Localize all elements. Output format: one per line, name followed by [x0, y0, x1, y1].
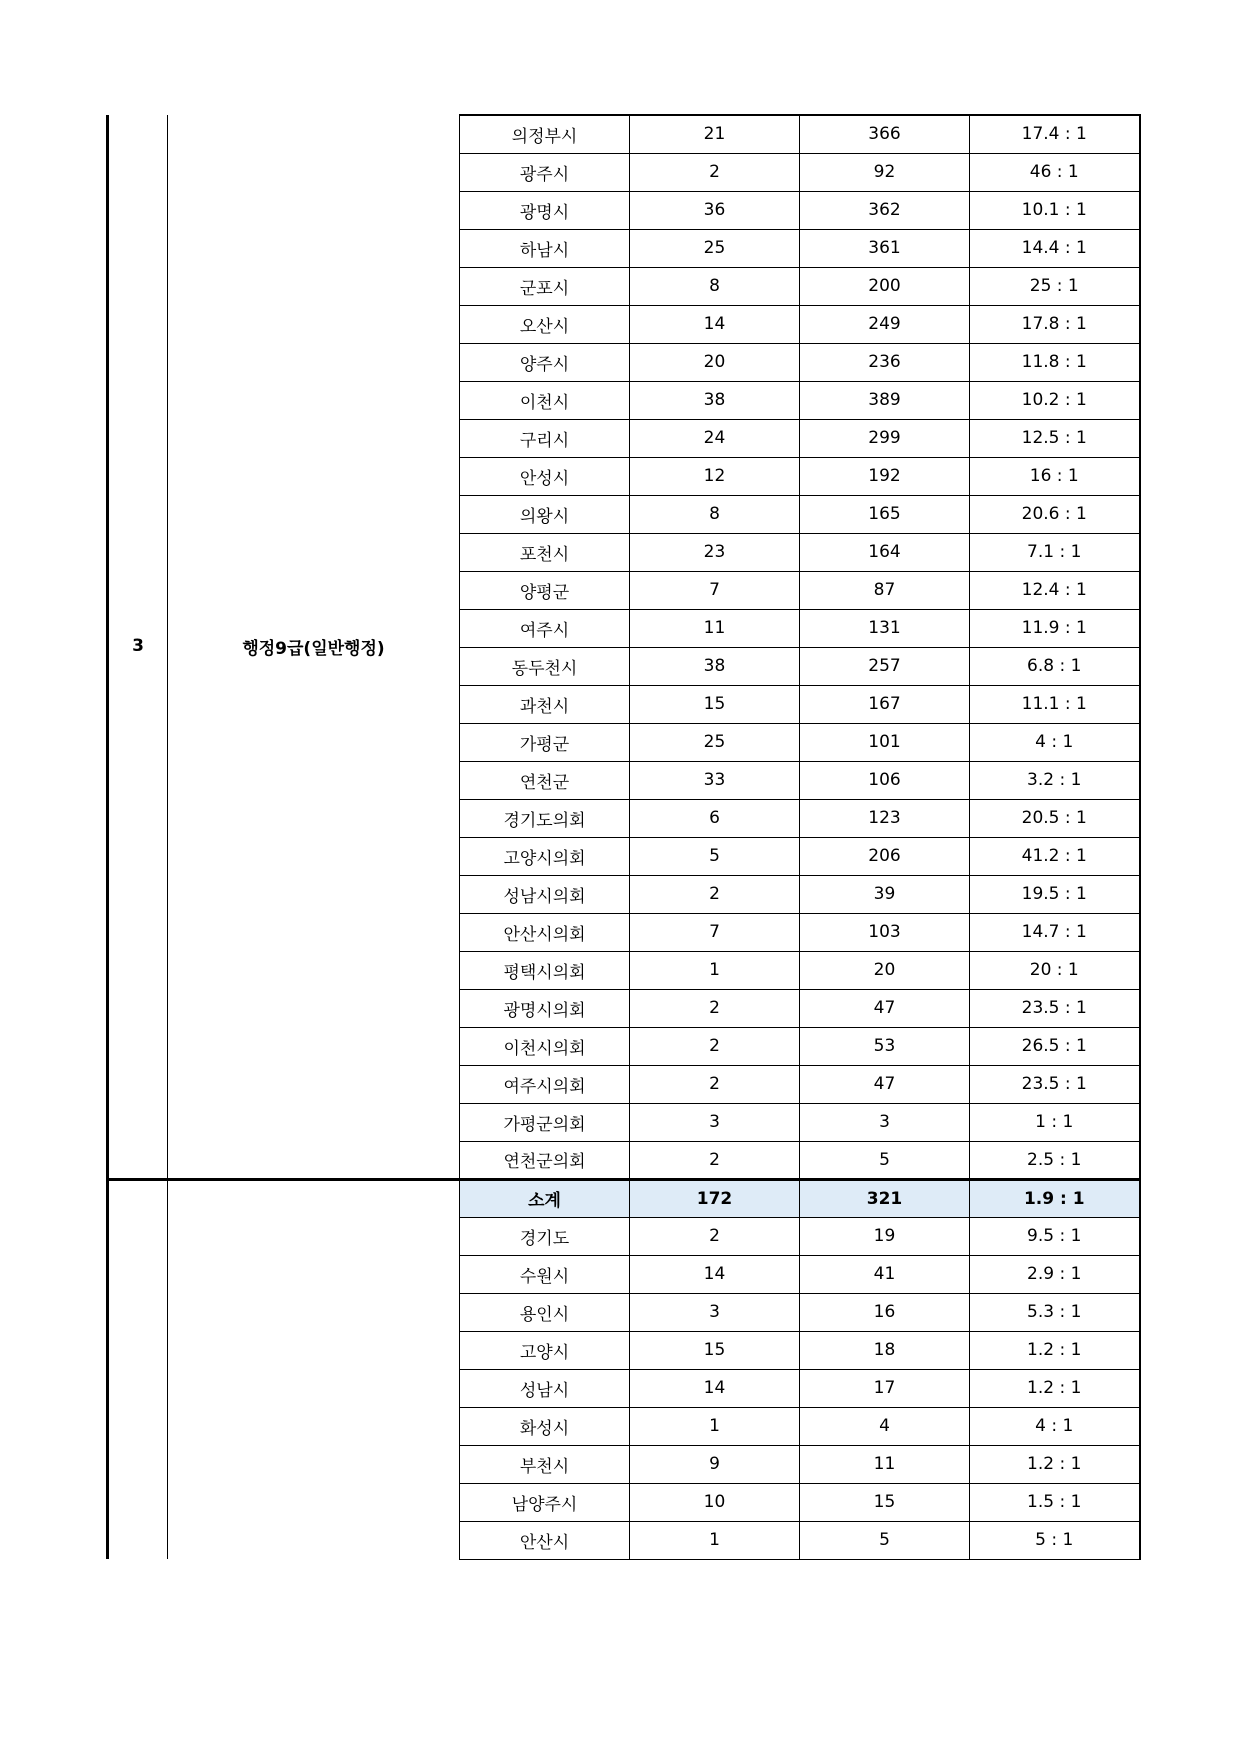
ratio-cell: 16 : 1 — [970, 457, 1140, 495]
region-cell: 여주시의회 — [460, 1065, 630, 1103]
ratio-cell: 20.5 : 1 — [970, 799, 1140, 837]
positions-cell: 12 — [630, 457, 800, 495]
region-cell: 오산시 — [460, 305, 630, 343]
region-cell: 여주시 — [460, 609, 630, 647]
applicants-cell: 20 — [800, 951, 970, 989]
positions-cell: 14 — [630, 1255, 800, 1293]
ratio-cell: 20 : 1 — [970, 951, 1140, 989]
region-cell: 부천시 — [460, 1445, 630, 1483]
positions-cell: 7 — [630, 913, 800, 951]
section-number: 3 — [108, 115, 168, 1179]
ratio-cell: 6.8 : 1 — [970, 647, 1140, 685]
region-cell: 안성시 — [460, 457, 630, 495]
ratio-cell: 4 : 1 — [970, 723, 1140, 761]
positions-cell: 14 — [630, 305, 800, 343]
ratio-cell: 2.9 : 1 — [970, 1255, 1140, 1293]
ratio-cell: 1.9 : 1 — [970, 1179, 1140, 1217]
positions-cell: 20 — [630, 343, 800, 381]
applicants-cell: 11 — [800, 1445, 970, 1483]
applicants-cell: 192 — [800, 457, 970, 495]
positions-cell: 5 — [630, 837, 800, 875]
positions-cell: 15 — [630, 1331, 800, 1369]
ratio-cell: 2.5 : 1 — [970, 1141, 1140, 1179]
applicants-cell: 321 — [800, 1179, 970, 1217]
ratio-cell: 1 : 1 — [970, 1103, 1140, 1141]
region-cell: 의왕시 — [460, 495, 630, 533]
region-cell: 이천시의회 — [460, 1027, 630, 1065]
applicants-cell: 101 — [800, 723, 970, 761]
region-cell: 동두천시 — [460, 647, 630, 685]
applicants-cell: 3 — [800, 1103, 970, 1141]
region-cell: 과천시 — [460, 685, 630, 723]
positions-cell: 38 — [630, 381, 800, 419]
region-cell: 안산시의회 — [460, 913, 630, 951]
applicants-cell: 92 — [800, 153, 970, 191]
region-cell: 평택시의회 — [460, 951, 630, 989]
region-cell: 군포시 — [460, 267, 630, 305]
positions-cell: 38 — [630, 647, 800, 685]
applicants-cell: 16 — [800, 1293, 970, 1331]
ratio-cell: 20.6 : 1 — [970, 495, 1140, 533]
region-cell: 의정부시 — [460, 115, 630, 153]
applicants-cell: 5 — [800, 1521, 970, 1559]
applicants-cell: 362 — [800, 191, 970, 229]
positions-cell: 8 — [630, 495, 800, 533]
ratio-cell: 1.5 : 1 — [970, 1483, 1140, 1521]
region-cell: 구리시 — [460, 419, 630, 457]
region-cell: 수원시 — [460, 1255, 630, 1293]
competition-ratio-table — [106, 114, 1141, 1560]
region-cell: 경기도 — [460, 1217, 630, 1255]
applicants-cell: 236 — [800, 343, 970, 381]
applicants-cell: 103 — [800, 913, 970, 951]
positions-cell: 23 — [630, 533, 800, 571]
region-cell: 이천시 — [460, 381, 630, 419]
positions-cell: 3 — [630, 1293, 800, 1331]
applicants-cell: 47 — [800, 989, 970, 1027]
positions-cell: 2 — [630, 989, 800, 1027]
region-cell: 용인시 — [460, 1293, 630, 1331]
positions-cell: 9 — [630, 1445, 800, 1483]
ratio-cell: 1.2 : 1 — [970, 1331, 1140, 1369]
region-cell: 안산시 — [460, 1521, 630, 1559]
ratio-cell: 5.3 : 1 — [970, 1293, 1140, 1331]
positions-cell: 15 — [630, 685, 800, 723]
ratio-cell: 10.2 : 1 — [970, 381, 1140, 419]
section-number — [108, 1179, 168, 1559]
positions-cell: 1 — [630, 1407, 800, 1445]
applicants-cell: 131 — [800, 609, 970, 647]
applicants-cell: 206 — [800, 837, 970, 875]
region-cell: 연천군 — [460, 761, 630, 799]
ratio-cell: 11.8 : 1 — [970, 343, 1140, 381]
region-cell: 가평군 — [460, 723, 630, 761]
region-cell: 경기도의회 — [460, 799, 630, 837]
positions-cell: 10 — [630, 1483, 800, 1521]
applicants-cell: 15 — [800, 1483, 970, 1521]
ratio-cell: 1.2 : 1 — [970, 1445, 1140, 1483]
positions-cell: 8 — [630, 267, 800, 305]
ratio-cell: 14.7 : 1 — [970, 913, 1140, 951]
ratio-cell: 17.8 : 1 — [970, 305, 1140, 343]
ratio-cell: 11.1 : 1 — [970, 685, 1140, 723]
positions-cell: 2 — [630, 1217, 800, 1255]
region-cell: 소계 — [460, 1179, 630, 1217]
applicants-cell: 18 — [800, 1331, 970, 1369]
region-cell: 고양시 — [460, 1331, 630, 1369]
ratio-cell: 5 : 1 — [970, 1521, 1140, 1559]
applicants-cell: 17 — [800, 1369, 970, 1407]
ratio-cell: 1.2 : 1 — [970, 1369, 1140, 1407]
region-cell: 가평군의회 — [460, 1103, 630, 1141]
positions-cell: 11 — [630, 609, 800, 647]
ratio-cell: 12.5 : 1 — [970, 419, 1140, 457]
positions-cell: 1 — [630, 951, 800, 989]
applicants-cell: 389 — [800, 381, 970, 419]
applicants-cell: 106 — [800, 761, 970, 799]
ratio-cell: 14.4 : 1 — [970, 229, 1140, 267]
section-title — [168, 1179, 460, 1559]
region-cell: 양주시 — [460, 343, 630, 381]
positions-cell: 2 — [630, 1141, 800, 1179]
ratio-cell: 12.4 : 1 — [970, 571, 1140, 609]
applicants-cell: 164 — [800, 533, 970, 571]
ratio-cell: 7.1 : 1 — [970, 533, 1140, 571]
positions-cell: 2 — [630, 1027, 800, 1065]
applicants-cell: 167 — [800, 685, 970, 723]
applicants-cell: 19 — [800, 1217, 970, 1255]
ratio-cell: 25 : 1 — [970, 267, 1140, 305]
region-cell: 화성시 — [460, 1407, 630, 1445]
applicants-cell: 123 — [800, 799, 970, 837]
ratio-cell: 41.2 : 1 — [970, 837, 1140, 875]
applicants-cell: 47 — [800, 1065, 970, 1103]
positions-cell: 2 — [630, 153, 800, 191]
positions-cell: 25 — [630, 723, 800, 761]
applicants-cell: 87 — [800, 571, 970, 609]
positions-cell: 172 — [630, 1179, 800, 1217]
positions-cell: 25 — [630, 229, 800, 267]
ratio-cell: 9.5 : 1 — [970, 1217, 1140, 1255]
applicants-cell: 249 — [800, 305, 970, 343]
ratio-cell: 10.1 : 1 — [970, 191, 1140, 229]
positions-cell: 33 — [630, 761, 800, 799]
applicants-cell: 361 — [800, 229, 970, 267]
region-cell: 연천군의회 — [460, 1141, 630, 1179]
ratio-cell: 46 : 1 — [970, 153, 1140, 191]
applicants-cell: 299 — [800, 419, 970, 457]
applicants-cell: 39 — [800, 875, 970, 913]
subtotal-row — [108, 1179, 1140, 1217]
ratio-cell: 3.2 : 1 — [970, 761, 1140, 799]
region-cell: 광명시의회 — [460, 989, 630, 1027]
region-cell: 광주시 — [460, 153, 630, 191]
applicants-cell: 200 — [800, 267, 970, 305]
ratio-cell: 17.4 : 1 — [970, 115, 1140, 153]
positions-cell: 6 — [630, 799, 800, 837]
positions-cell: 36 — [630, 191, 800, 229]
positions-cell: 7 — [630, 571, 800, 609]
region-cell: 포천시 — [460, 533, 630, 571]
region-cell: 남양주시 — [460, 1483, 630, 1521]
section-title: 행정9급(일반행정) — [168, 115, 460, 1179]
positions-cell: 1 — [630, 1521, 800, 1559]
positions-cell: 21 — [630, 115, 800, 153]
ratio-cell: 26.5 : 1 — [970, 1027, 1140, 1065]
positions-cell: 2 — [630, 1065, 800, 1103]
applicants-cell: 41 — [800, 1255, 970, 1293]
positions-cell: 24 — [630, 419, 800, 457]
ratio-cell: 4 : 1 — [970, 1407, 1140, 1445]
applicants-cell: 4 — [800, 1407, 970, 1445]
applicants-cell: 366 — [800, 115, 970, 153]
region-cell: 성남시의회 — [460, 875, 630, 913]
applicants-cell: 257 — [800, 647, 970, 685]
region-cell: 성남시 — [460, 1369, 630, 1407]
applicants-cell: 53 — [800, 1027, 970, 1065]
table-body — [108, 115, 1140, 1559]
table-row — [108, 115, 1140, 153]
positions-cell: 2 — [630, 875, 800, 913]
applicants-cell: 5 — [800, 1141, 970, 1179]
ratio-cell: 23.5 : 1 — [970, 1065, 1140, 1103]
ratio-cell: 23.5 : 1 — [970, 989, 1140, 1027]
ratio-cell: 19.5 : 1 — [970, 875, 1140, 913]
ratio-cell: 11.9 : 1 — [970, 609, 1140, 647]
region-cell: 광명시 — [460, 191, 630, 229]
region-cell: 양평군 — [460, 571, 630, 609]
applicants-cell: 165 — [800, 495, 970, 533]
positions-cell: 14 — [630, 1369, 800, 1407]
region-cell: 하남시 — [460, 229, 630, 267]
region-cell: 고양시의회 — [460, 837, 630, 875]
positions-cell: 3 — [630, 1103, 800, 1141]
